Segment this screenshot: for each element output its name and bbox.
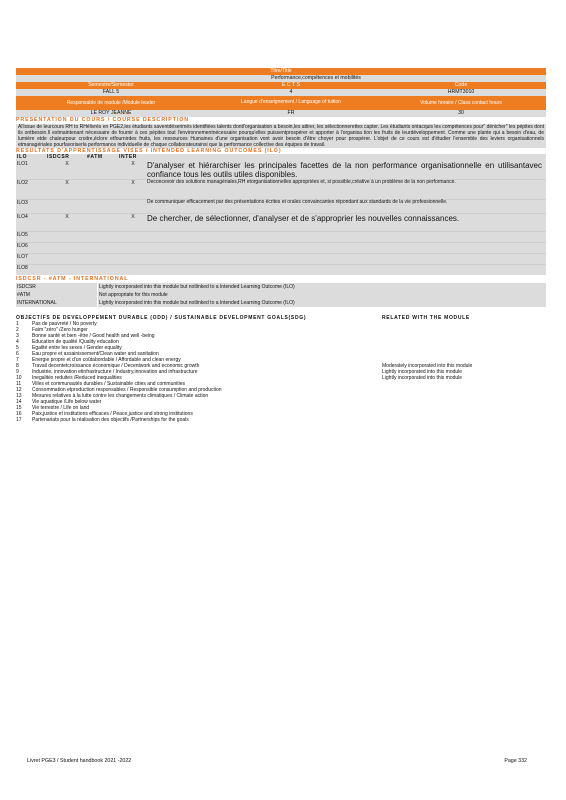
sdg-number: 12 [16,386,22,393]
sdg-number: 5 [16,344,19,351]
isdcsr-label: #ATM [16,291,97,299]
ects-value: 4 [289,89,293,95]
ilo-id: ILO8 [17,265,28,271]
ilo-id: ILO3 [17,200,28,206]
sdg-relation: Moderately incorporated into this module [382,362,473,369]
ilo-inter-mark: X [131,161,135,167]
ilo-table [16,161,546,275]
ilo-id: ILO6 [17,243,28,249]
course-title-band [16,75,546,82]
isdcsr-value: Lightly incorporated into this module but notlinked to a Intended Learning Outcome (ILO) [97,299,546,307]
ilo-text: De chercher, de sélectionner, d'analyser et de s'approprier les nouvelles connaissances. [147,214,460,223]
sdg-goal: Vie terrestre / Life on land [32,404,90,411]
sdg-goal: Travail decentetcroissance économique / Decentwork and economic growth [32,362,200,369]
ilo-inter-mark: X [131,180,135,186]
sdg-number: 17 [16,416,22,423]
ilo-text: D'analyser et hiérarchiser les principales facettes de la non performance organisationnelle en utilisantavec confiance tous les outils utiles disponibles. [147,161,542,179]
ilo-isdcsr-mark: X [65,161,69,167]
sdg-number: 7 [16,356,19,363]
isdcsr-row [16,299,546,307]
sdg-goal: Energie propre et d'un coûtabordable / Affordable and clean energy [32,356,181,363]
ilo-id: ILO4 [17,214,28,220]
sdg-goal: Inegalités reduites /Reduced inequalities [32,374,122,381]
code-value: HRMT3010 [447,89,475,95]
ilo-row [16,161,546,179]
ilo-row [16,242,546,253]
volume-value: 30 [458,110,464,116]
sdg-number: 16 [16,410,22,417]
ilo-col-ilo: ILO [17,154,28,160]
ilo-id: ILO2 [17,180,28,186]
sdg-relation: Lightly incorporated into this module [382,374,463,381]
sdg-goal: Consommation etproduction responsables / Responsible consumption and production [32,386,222,393]
isdcsr-heading: ISDCSR - #ATM - INTERNATIONAL [16,276,129,282]
code-label: Code [454,82,468,88]
sdg-row [16,417,546,423]
page-footer [27,758,527,764]
ilo-text: De communiquer efficacement par des présentations écrites et orales convaincantes répondant aux standards de la vie professionnelle. [147,199,448,205]
ilo-id: ILO1 [17,161,28,167]
sdg-number: 9 [16,368,19,375]
sdg-goal: Faim "zéro" /Zero hunger [32,326,88,333]
semester-value-row [16,89,546,96]
footer-page-number: Page 332 [504,758,527,764]
ilo-col-atm: #ATM [87,154,103,160]
ilo-row [16,264,546,275]
ilo-col-isdcsr: ISDCSR [47,154,70,160]
ilo-col-inter: INTER [119,154,137,160]
isdcsr-label: ISDCSR [16,283,97,291]
semester-label: Semestre/Semester [88,82,134,88]
ilo-text: Deconcevoir des solutions managériales,RH etorganisationnelles appropriées et, si possible,créative à un problème de la non performance. [147,179,456,185]
sdg-number: 2 [16,326,19,333]
sdg-related-heading: RELATED WITH THE MODULE [382,314,470,321]
volume-label: Volume horaire / Class contact hours [420,99,502,106]
leader-label: Responsable de module /Module leader [66,99,156,106]
language-label: Langue d'enseignement / Language of tuition [241,99,341,106]
ilo-id: ILO7 [17,254,28,260]
sdg-goal: Education de qualité /Quality education [32,338,119,345]
course-title: Performance,compétences et mobilités [271,75,361,81]
leader-header-row [16,96,546,110]
isdcsr-row [16,283,546,291]
presentation-heading: PRESENTATION DU COURS / COURSE DESCRIPTION [16,117,189,123]
ilo-row [16,231,546,242]
sdg-number: 13 [16,392,22,399]
sdg-number: 14 [16,398,22,405]
ilo-id: ILO5 [17,232,28,238]
isdcsr-value: Lightly incorporated into this module but notlinked to a Intended Learning Outcome (ILO) [97,283,546,291]
ilo-isdcsr-mark: X [65,180,69,186]
ects-label: E C T S [282,82,300,88]
sdg-goal: Egalité entre les sexes / Gender equality [32,344,122,351]
isdcsr-table [16,283,546,307]
sdg-goal: Pas de pauvreté / No poverty [32,320,97,327]
sdg-goal: Villes et communautés durables / Sustainable cities and communities [32,380,186,387]
sdg-table [16,321,546,423]
footer-handbook: Livret PGE3 / Student handbook 2021 -2022 [27,758,132,764]
sdg-number: 3 [16,332,19,339]
leader-value: LE ROY JEANNE [90,110,132,116]
sdg-number: 15 [16,404,22,411]
ilo-row [16,179,546,199]
language-value: FR [287,110,295,116]
sdg-number: 11 [16,380,22,387]
sdg-goal: Industrie, innovation etinfrastructure / Industry,innovation and infrastructure [32,368,198,375]
title-band [16,68,546,75]
sdg-relation: Lightly incorporated into this module [382,368,463,375]
ilo-row [16,199,546,213]
title-label: Titre/Title [270,68,292,74]
sdg-goal: Paix,justice et institutions efficaces / Peace,justice and strong institutions [32,410,193,417]
sdg-goal: Mesures relatives à la lutte contre les changements climatiques / Climate action [32,392,209,399]
ilo-inter-mark: X [131,214,135,220]
ilo-isdcsr-mark: X [65,214,69,220]
sdg-relation [382,417,546,423]
ilo-heading: RESULTATS D'APPRENTISSAGE VISES / INTENDED LEARNING OUTCOMES (ILO) [16,147,282,154]
ilo-row [16,253,546,264]
presentation-text: Al'issue de leurcours RH to RHélivrés en PGE2,les étudiants saventdéserimés identifiées talents dontl'organisation a besoin,les attirer, les sélectionnerettes capter. Les étudiants ontacquis les compétences pour" dénicher" les pépites dont ils ontbesoin.Il estmaintenant nécessaire de fournir à ces pépites tout l'environnementnécessaire pourqu'elles puissentprospérer et apporter à l'organisa tion les fruits de leurdéveloppement. Comme une plante qui a besoin d'eau, de lumière etde chaleurpour croitre,éclore etfournirdes fruits, les ressources Humaines d'une organisation vont avoir besoin d'être choyer pour prospérer. L'objet de ce cours est d'étudier l'ensemble des leviers organisationnels etmanagériales pourfavoriserla performance individuelle de chaque collaborateurainsi que la performance collective des équipes de travail. [18,123,544,148]
sdg-number: 8 [16,362,19,369]
ilo-header-row [16,154,546,161]
sdg-number: 1 [16,320,19,327]
sdg-goal: Partenariats pour la réalisation des objectifs /Partnerships for the goals [32,416,189,423]
isdcsr-row [16,291,546,299]
isdcsr-label: INTERNATIONAL [16,299,97,307]
sdg-number: 4 [16,338,19,345]
sdg-goal: Eau propre et assainissement/Clean water and sanitation [32,350,159,357]
course-sheet [16,68,546,423]
sdg-goal: Bonne santé et bien -être / Good health and well -being [32,332,155,339]
semester-header-row [16,82,546,89]
semester-value: FALL 5 [102,89,120,95]
sdg-number: 6 [16,350,19,357]
sdg-heading: OBJECTIFS DE DEVELOPPEMENT DURABLE (ODD) / SUSTAINABLE DEVELOPMENT GOALS(SDG) [16,314,307,321]
leader-value-row [16,110,546,117]
sdg-number: 10 [16,374,22,381]
ilo-row [16,213,546,231]
sdg-goal: Vie aquatique /Life below water [32,398,102,405]
isdcsr-value: Not appropriate for this module [97,291,546,299]
